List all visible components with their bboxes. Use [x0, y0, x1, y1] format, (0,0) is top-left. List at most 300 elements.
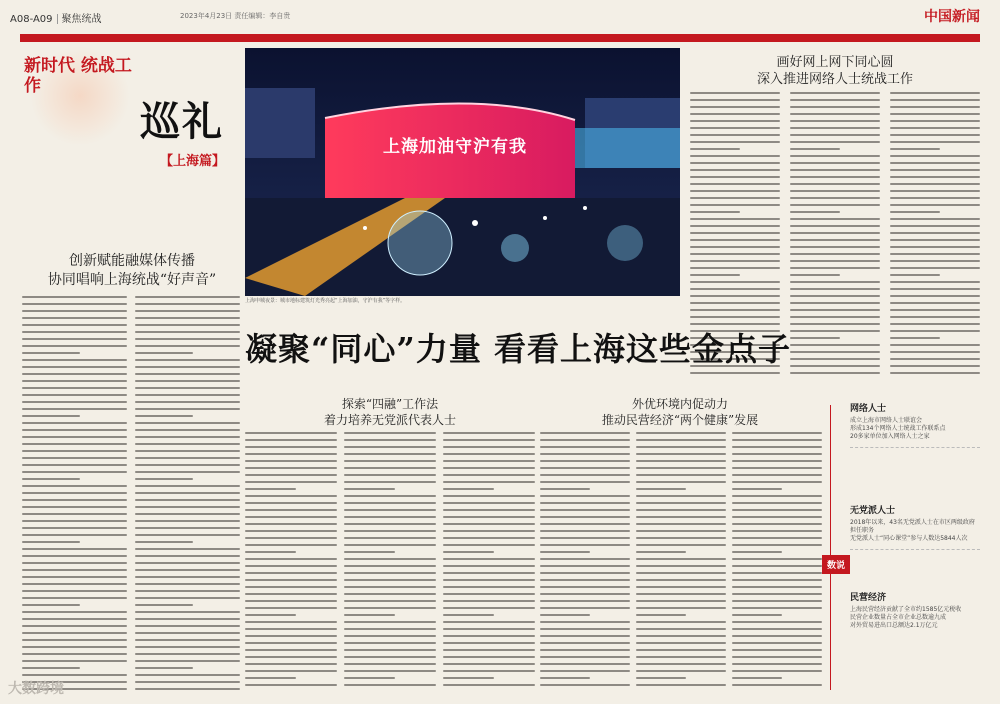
body-text-line [245, 586, 337, 588]
body-text-line [245, 677, 296, 679]
body-text-line [443, 439, 535, 441]
text-column [890, 92, 980, 382]
body-text-line [135, 303, 240, 305]
body-text-line [135, 331, 240, 333]
body-text-line [890, 239, 980, 241]
body-text-line [135, 569, 240, 571]
body-text-line [890, 183, 980, 185]
body-text-line [245, 516, 337, 518]
body-text-line [790, 372, 880, 374]
body-text-line [22, 443, 127, 445]
body-text-line [636, 572, 726, 574]
body-text-line [540, 544, 630, 546]
body-text-line [135, 548, 240, 550]
body-text-line [245, 523, 337, 525]
photo-caption: 上海申城夜景：城市地标建筑灯光秀亮起“上海加油，守沪有我”等字样。 [245, 298, 406, 304]
body-text-line [732, 593, 822, 595]
body-text-line [890, 309, 980, 311]
body-text-line [790, 260, 880, 262]
body-text-line [443, 642, 535, 644]
body-text-line [690, 316, 780, 318]
body-text-line [344, 677, 395, 679]
body-text-line [732, 579, 822, 581]
body-text-line [245, 607, 337, 609]
body-text-line [22, 429, 127, 431]
body-text-line [790, 113, 880, 115]
body-text-line [135, 422, 240, 424]
body-text-line [22, 674, 127, 676]
body-text-line [732, 530, 822, 532]
body-text-line [540, 586, 630, 588]
body-text-line [344, 558, 436, 560]
body-text-line [344, 593, 436, 595]
body-text-line [732, 495, 822, 497]
body-text-line [22, 534, 127, 536]
body-text-line [245, 502, 337, 504]
body-text-line [732, 572, 822, 574]
body-text-line [732, 502, 822, 504]
body-text-line [732, 439, 822, 441]
body-text-line [443, 488, 494, 490]
body-text-line [732, 460, 822, 462]
body-text-line [890, 211, 940, 213]
body-text-line [245, 432, 337, 434]
body-text-line [344, 474, 436, 476]
body-text-line [22, 625, 127, 627]
body-text-line [135, 674, 240, 676]
body-text-line [344, 614, 395, 616]
body-text-line [540, 642, 630, 644]
body-text-line [690, 183, 780, 185]
body-text-line [344, 572, 436, 574]
body-text-line [636, 509, 726, 511]
body-text-line [22, 303, 127, 305]
text-column [443, 432, 535, 697]
body-text-line [690, 295, 780, 297]
body-text-line [22, 506, 127, 508]
editor-credit: 责任编辑：李自贵 [234, 12, 291, 20]
body-text-line [245, 670, 337, 672]
article-mid-title-line-1: 探索“四融”工作法 [341, 397, 439, 411]
body-text-line [245, 460, 337, 462]
body-text-line [636, 565, 726, 567]
body-text-line [732, 656, 822, 658]
body-text-line [22, 359, 127, 361]
body-text-line [890, 274, 940, 276]
body-text-line [636, 649, 726, 651]
body-text-line [135, 401, 240, 403]
body-text-line [690, 99, 780, 101]
body-text-line [135, 646, 240, 648]
body-text-line [540, 495, 630, 497]
body-text-line [540, 572, 630, 574]
body-text-line [135, 317, 240, 319]
body-text-line [790, 288, 880, 290]
sidebar-section-head: 无党派人士 [850, 506, 896, 516]
body-text-line [245, 544, 337, 546]
body-text-line [890, 190, 980, 192]
body-text-line [690, 141, 780, 143]
body-text-line [636, 579, 726, 581]
body-text-line [636, 530, 726, 532]
body-text-line [540, 488, 590, 490]
body-text-line [732, 432, 822, 434]
sidebar-section-network [850, 401, 980, 448]
body-text-line [22, 485, 127, 487]
body-text-line [245, 446, 337, 448]
body-text-line [135, 380, 240, 382]
body-text-line [245, 558, 337, 560]
body-text-line [540, 523, 630, 525]
body-text-line [344, 551, 395, 553]
body-text-line [245, 453, 337, 455]
body-text-line [890, 162, 980, 164]
body-text-line [732, 474, 822, 476]
body-text-line [443, 481, 535, 483]
body-text-line [443, 579, 535, 581]
body-text-line [890, 92, 980, 94]
body-text-line [636, 474, 726, 476]
body-text-line [540, 558, 630, 560]
body-text-line [443, 537, 535, 539]
body-text-line [790, 239, 880, 241]
body-text-line [135, 688, 240, 690]
body-text-line [22, 499, 127, 501]
article-top-right-title-line-1: 画好网上网下同心圆 [776, 55, 894, 70]
body-text-line [22, 436, 127, 438]
body-text-line [690, 197, 780, 199]
body-text-line [790, 232, 880, 234]
body-text-line [22, 415, 80, 417]
body-text-line [890, 197, 980, 199]
body-text-line [443, 565, 535, 567]
body-text-line [344, 607, 436, 609]
body-text-line [443, 432, 535, 434]
body-text-line [790, 309, 880, 311]
body-text-line [344, 684, 436, 686]
body-text-line [344, 523, 436, 525]
body-text-line [443, 635, 535, 637]
body-text-line [135, 366, 240, 368]
page-header [0, 0, 1000, 34]
body-text-line [22, 583, 127, 585]
body-text-line [732, 467, 822, 469]
body-text-line [636, 656, 726, 658]
body-text-line [690, 155, 780, 157]
body-text-line [690, 190, 780, 192]
article-mid-title [245, 396, 535, 428]
body-text-line [22, 310, 127, 312]
body-text-line [22, 562, 127, 564]
body-text-line [732, 565, 822, 567]
body-text-line [636, 586, 726, 588]
body-text-line [135, 310, 240, 312]
body-text-line [135, 464, 240, 466]
body-text-line [344, 516, 436, 518]
section-name: 聚焦统战 [61, 14, 102, 25]
body-text-line [344, 600, 436, 602]
series-tag: 【上海篇】 [160, 154, 226, 169]
body-text-line [443, 593, 535, 595]
body-text-line [732, 558, 822, 560]
sidebar-bracket [830, 405, 840, 690]
body-text-line [135, 443, 240, 445]
text-column [135, 296, 240, 696]
body-text-line [135, 583, 240, 585]
body-text-line [22, 492, 127, 494]
body-text-line [890, 351, 980, 353]
body-text-line [636, 537, 726, 539]
body-text-line [245, 572, 337, 574]
body-text-line [443, 551, 494, 553]
body-text-line [890, 253, 980, 255]
body-text-line [135, 338, 240, 340]
brand-logo: 中国新闻 [924, 9, 980, 25]
body-text-line [790, 302, 880, 304]
body-text-line [636, 551, 686, 553]
body-text-line [690, 246, 780, 248]
body-text-line [135, 499, 240, 501]
body-text-line [690, 232, 780, 234]
body-text-line [890, 267, 980, 269]
body-text-line [890, 169, 980, 171]
body-text-line [245, 537, 337, 539]
body-text-line [890, 232, 980, 234]
body-text-line [732, 649, 822, 651]
body-text-line [890, 127, 980, 129]
body-text-line [790, 190, 880, 192]
body-text-line [790, 183, 880, 185]
body-text-line [890, 365, 980, 367]
body-text-line [443, 663, 535, 665]
body-text-line [540, 502, 630, 504]
body-text-line [443, 607, 535, 609]
body-text-line [245, 642, 337, 644]
body-text-line [540, 474, 630, 476]
body-text-line [135, 450, 240, 452]
body-text-line [540, 551, 590, 553]
body-text-line [135, 373, 240, 375]
body-text-line [790, 253, 880, 255]
body-text-line [690, 106, 780, 108]
body-text-line [540, 565, 630, 567]
body-text-line [135, 485, 240, 487]
body-text-line [245, 551, 296, 553]
body-text-line [135, 681, 240, 683]
body-text-line [636, 628, 726, 630]
sidebar-line: 20多家单位加入网络人士之家 [850, 433, 930, 440]
text-column [245, 432, 337, 697]
body-text-line [22, 646, 127, 648]
body-text-line [135, 541, 193, 543]
body-text-line [443, 649, 535, 651]
body-text-line [245, 635, 337, 637]
body-text-line [245, 649, 337, 651]
body-text-line [22, 331, 127, 333]
sidebar-section-private-economy [850, 590, 980, 630]
body-text-line [540, 677, 590, 679]
body-text-line [540, 530, 630, 532]
body-text-line [22, 471, 127, 473]
body-text-line [22, 464, 127, 466]
body-text-line [732, 607, 822, 609]
body-text-line [135, 478, 193, 480]
body-text-line [890, 302, 980, 304]
body-text-line [732, 453, 822, 455]
body-text-line [636, 446, 726, 448]
body-text-line [540, 656, 630, 658]
body-text-line [135, 436, 240, 438]
body-text-line [690, 211, 740, 213]
body-text-line [790, 92, 880, 94]
page-number: A08-A09 [10, 14, 53, 25]
body-text-line [540, 628, 630, 630]
body-text-line [540, 614, 590, 616]
body-text-line [540, 670, 630, 672]
text-column [732, 432, 822, 697]
body-text-line [22, 457, 127, 459]
body-text-line [636, 614, 686, 616]
article-top-right-title [690, 54, 980, 88]
body-text-line [790, 211, 840, 213]
body-text-line [135, 408, 240, 410]
body-text-line [443, 628, 535, 630]
body-text-line [22, 541, 80, 543]
body-text-line [790, 106, 880, 108]
body-text-line [344, 439, 436, 441]
body-text-line [540, 537, 630, 539]
body-text-line [135, 653, 240, 655]
body-text-line [636, 523, 726, 525]
sidebar-line: 无党派人士“同心课堂”参与人数达5844人次 [850, 535, 968, 542]
body-text-line [790, 134, 880, 136]
sidebar-line: 形成134个网络人士统战工作联系点 [850, 425, 946, 432]
body-text-line [135, 527, 240, 529]
body-text-line [22, 478, 80, 480]
body-text-line [732, 551, 782, 553]
body-text-line [22, 555, 127, 557]
body-text-line [890, 134, 980, 136]
body-text-line [344, 488, 395, 490]
body-text-line [443, 509, 535, 511]
body-text-line [790, 127, 880, 129]
body-text-line [443, 677, 494, 679]
text-column [22, 296, 127, 696]
night-cityscape-photo [245, 48, 680, 296]
body-text-line [540, 579, 630, 581]
body-text-line [245, 628, 337, 630]
body-text-line [344, 670, 436, 672]
body-text-line [636, 502, 726, 504]
body-text-line [732, 621, 822, 623]
body-text-line [344, 656, 436, 658]
body-text-line [135, 639, 240, 641]
body-text-line [636, 607, 726, 609]
body-text-line [636, 544, 726, 546]
body-text-line [790, 246, 880, 248]
body-text-line [790, 316, 880, 318]
body-text-line [890, 260, 980, 262]
body-text-line [344, 586, 436, 588]
body-text-line [344, 460, 436, 462]
body-text-line [690, 281, 780, 283]
body-text-line [636, 495, 726, 497]
body-text-line [443, 453, 535, 455]
body-text-line [22, 387, 127, 389]
body-text-line [245, 614, 296, 616]
body-text-line [636, 593, 726, 595]
sidebar-tag: 数说 [822, 555, 850, 574]
sidebar-line: 对外贸易进出口总额达2.1万亿元 [850, 622, 938, 629]
body-text-line [790, 225, 880, 227]
body-text-line [344, 565, 436, 567]
body-text-line [636, 677, 686, 679]
body-text-line [890, 358, 980, 360]
article-left-title-line-2: 协同唱响上海统战“好声音” [47, 272, 217, 288]
body-text-line [890, 337, 940, 339]
body-text-line [344, 621, 436, 623]
sidebar-line: 2018年以来，43名无党派人士在市区两级政府担任职务 [850, 519, 975, 534]
body-text-line [636, 460, 726, 462]
body-text-line [22, 639, 127, 641]
red-rule-divider [20, 34, 980, 42]
body-text-line [540, 509, 630, 511]
body-text-line [344, 446, 436, 448]
body-text-line [443, 600, 535, 602]
body-text-line [690, 239, 780, 241]
body-text-line [732, 663, 822, 665]
body-text-line [690, 302, 780, 304]
body-text-line [135, 387, 240, 389]
article-right-title-line-1: 外优环境内促动力 [631, 397, 728, 411]
body-text-line [22, 422, 127, 424]
body-text-line [344, 579, 436, 581]
sidebar-section-head: 民营经济 [850, 593, 887, 603]
body-text-line [690, 218, 780, 220]
body-text-line [22, 324, 127, 326]
body-text-line [890, 99, 980, 101]
body-text-line [540, 432, 630, 434]
body-text-line [245, 579, 337, 581]
body-text-line [690, 148, 740, 150]
body-text-line [540, 621, 630, 623]
body-text-line [344, 635, 436, 637]
body-text-line [245, 467, 337, 469]
body-text-line [443, 614, 494, 616]
body-text-line [732, 516, 822, 518]
body-text-line [22, 667, 80, 669]
article-left-title [22, 252, 242, 290]
body-text-line [443, 572, 535, 574]
body-text-line [636, 635, 726, 637]
body-text-line [790, 267, 880, 269]
body-text-line [890, 176, 980, 178]
sidebar-line: 民营企业数量占全市企业总数逾九成 [850, 614, 947, 621]
body-text-line [344, 453, 436, 455]
body-text-line [245, 481, 337, 483]
body-text-line [540, 439, 630, 441]
body-text-line [22, 401, 127, 403]
body-text-line [690, 274, 740, 276]
intro-block [20, 46, 240, 284]
body-text-line [135, 604, 193, 606]
body-text-line [636, 432, 726, 434]
body-text-line [344, 642, 436, 644]
body-text-line [245, 593, 337, 595]
body-text-line [636, 467, 726, 469]
body-text-line [443, 558, 535, 560]
body-text-line [135, 590, 240, 592]
